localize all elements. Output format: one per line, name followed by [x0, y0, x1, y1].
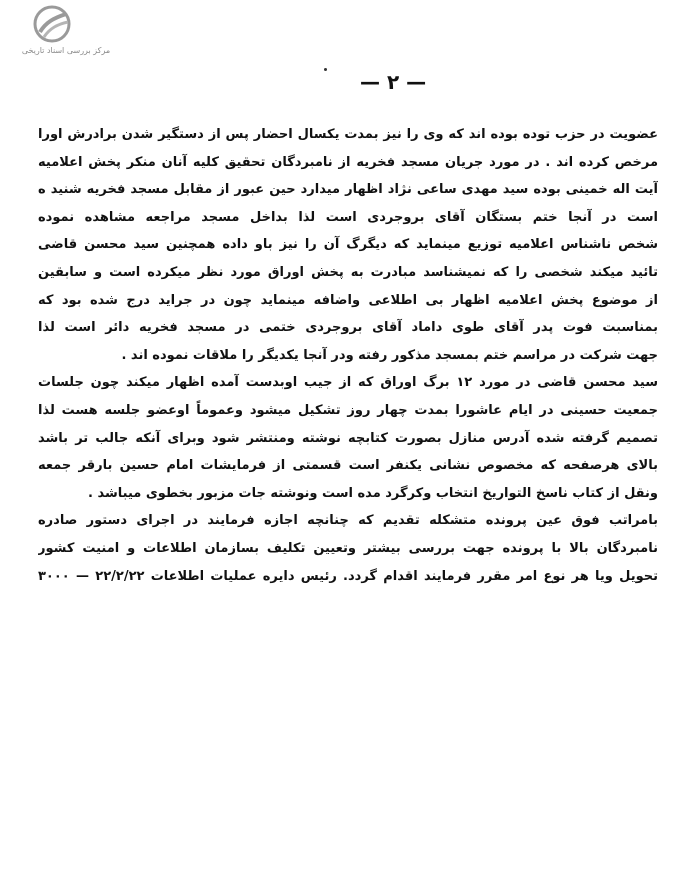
- text-line: بمناسبت فوت پدر آقای طوی داماد آقای بروجردی ختمی در مسجد فخریه دائر است لذا: [38, 320, 658, 336]
- text-line: است در آنجا ختم بستگان آقای بروجردی است لذا بداخل مسجد مراجعه مشاهده نموده: [38, 209, 658, 225]
- text-line: جهت شرکت در مراسم ختم بمسجد مذکور رفته ودر آنجا یکدیگر را ملاقات نموده اند .: [121, 347, 658, 363]
- text-line: بامراتب فوق عین پرونده متشکله تقدیم که چنانچه اجازه فرمایند در اجرای دستور صادره: [38, 513, 658, 529]
- page-number: — ۲ —: [360, 70, 427, 94]
- text-line: از موضوع پخش اعلامیه اظهار بی اطلاعی واضافه مینماید چون در جراید درج شده بود که: [38, 292, 658, 308]
- page-mark: [324, 68, 327, 71]
- text-line: عضویت در حزب توده بوده اند که وی را نیز بمدت یکسال احضار پس از دستگیر شدن برادرش اورا: [38, 127, 658, 142]
- text-line: نامبردگان بالا با پرونده جهت بررسی بیشتر وتعیین تکلیف بسازمان اطلاعات و امنیت کشور: [38, 540, 658, 556]
- text-line: تحویل ویا هر نوع امر مقرر فرمایند اقدام گردد. رئیس دایره عملیات اطلاعات ۲۲/۲/۲۲ — ۳۰۰۰: [38, 568, 658, 584]
- text-line: ونقل از کتاب ناسخ التواریخ انتخاب وکرگرد مده است ونوشته جات مزبور بخطوی میباشد .: [88, 485, 658, 501]
- document-body: [38, 121, 658, 590]
- text-line: تائید میکند شخصی را که نمیشناسد مبادرت به پخش اوراق مورد نظر میکرده است و سابقین: [38, 264, 658, 280]
- text-line: بالای هرصفحه که مخصوص نشانی یکنفر است قسمتی از فرمایشات امام حسین بارقر جمعه: [38, 458, 658, 474]
- archive-logo-text: مرکز بررسی اسناد تاریخی: [21, 46, 111, 55]
- text-line: سید محسن قاضی در مورد ۱۲ برگ اوراق که از جیب اوبدست آمده اظهار میکند چون جلسات: [38, 375, 658, 391]
- text-line: مرخص کرده اند . در مورد جریان مسجد فخریه از نامبردگان تحقیق کلیه آنان منکر پخش اعلامیه: [38, 154, 658, 170]
- archive-emblem-icon: [32, 4, 72, 44]
- archive-logo: [6, 4, 126, 60]
- text-line: شخص ناشناس اعلامیه توزیع مینماید که دیگرگ آن را نیز باو داده همچنین سید محسن قاضی: [38, 237, 658, 253]
- text-line: آیت اله خمینی بوده سید مهدی ساعی نژاد اظهار میدارد حین عبور از مقابل مسجد فخریه شنید ه: [38, 182, 658, 198]
- text-line: جمعیت حسینی در ایام عاشورا بمدت چهار روز تشکیل میشود وعموماً اوعضو جلسه هست لذا: [38, 402, 658, 418]
- text-line: تصمیم گرفته شده آدرس منازل بصورت کتابچه نوشته ومنتشر شود وبرای آنکه جالب تر باشد: [38, 430, 658, 446]
